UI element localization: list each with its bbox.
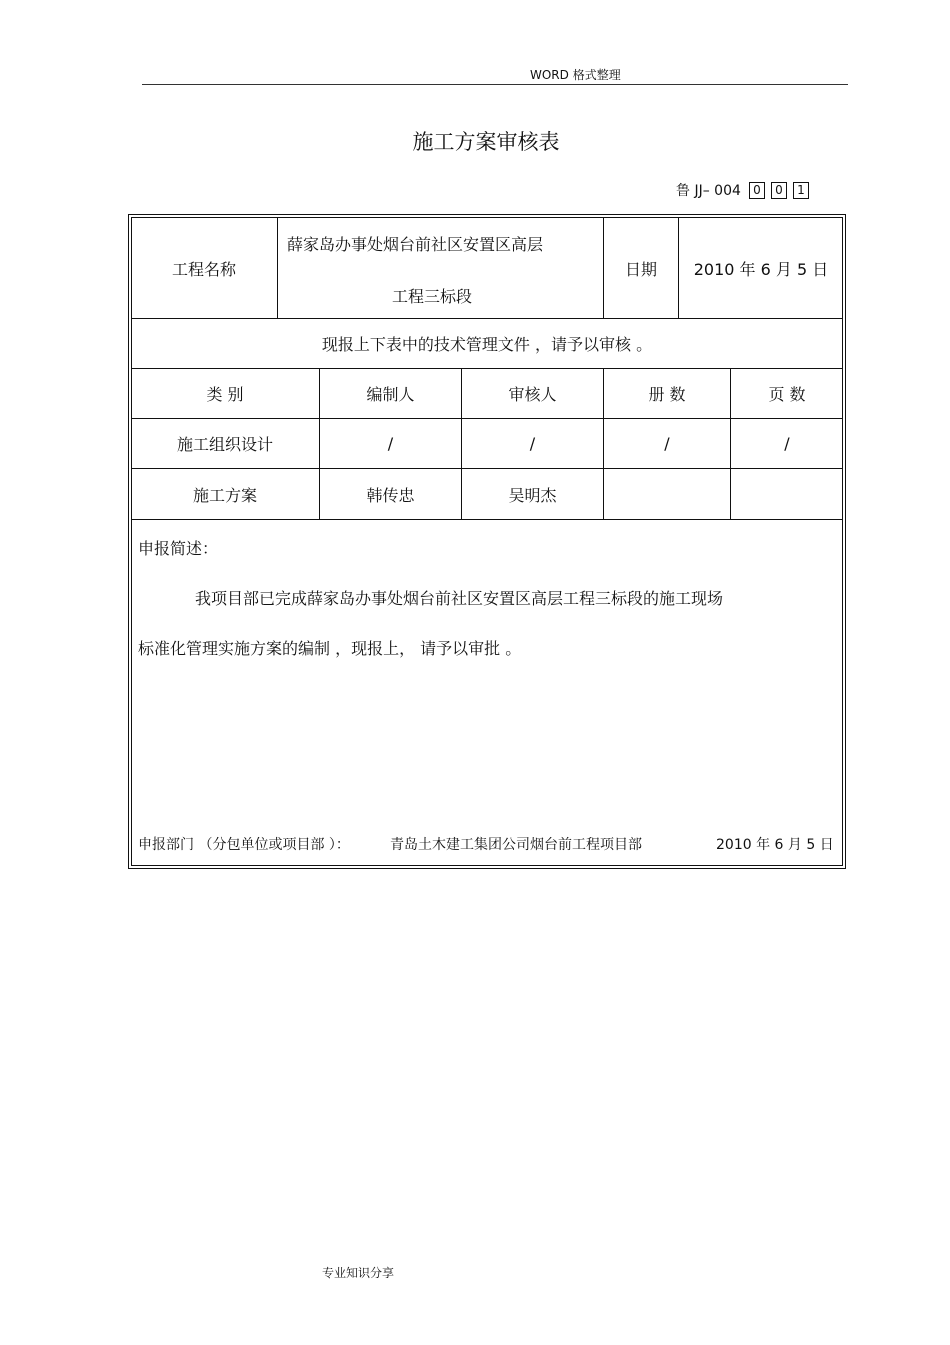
table-cell-volumes: / — [664, 434, 670, 453]
row-divider — [131, 519, 843, 520]
department-name: 青岛土木建工集团公司烟台前工程项目部 — [390, 837, 642, 853]
table-cell-volumes — [604, 469, 730, 519]
col-divider — [277, 217, 278, 318]
table-cell-author: 韩传忠 — [366, 485, 415, 505]
page-title: 施工方案审核表 — [412, 130, 560, 154]
form-code-digit-1: 0 — [749, 182, 765, 199]
date-label: 日期 — [624, 259, 657, 279]
project-name-line1: 薛家岛办事处烟台前社区安置区高层 — [287, 235, 544, 254]
table-cell-category: 施工方案 — [192, 485, 257, 505]
table-cell-pages: / — [784, 434, 790, 453]
col-header-volumes: 册 数 — [648, 385, 686, 404]
table-cell-reviewer: / — [529, 434, 536, 453]
table-cell-pages — [731, 469, 843, 519]
project-name-line2: 工程三标段 — [392, 287, 473, 306]
date-value: 2010 年 6 月 5 日 — [693, 259, 829, 279]
page-footer-text: 专业知识分享 — [322, 1266, 395, 1280]
table-cell-category: 施工组织设计 — [176, 435, 273, 454]
table-cell-author: / — [387, 434, 394, 453]
form-code-digit-3: 1 — [793, 182, 809, 199]
department-label: 申报部门 （分包单位或项目部 ）： — [138, 837, 350, 853]
form-code-prefix: 鲁 JJ– 004 — [676, 183, 741, 199]
col-header-pages: 页 数 — [768, 385, 806, 404]
col-header-reviewer: 审核人 — [508, 385, 557, 404]
summary-label: 申报简述： — [138, 539, 219, 558]
summary-line2: 标准化管理实施方案的编制 ，现报上， 请予以审批 。 — [138, 639, 522, 658]
header-rule — [142, 84, 848, 85]
project-name-label: 工程名称 — [171, 259, 236, 279]
request-text: 现报上下表中的技术管理文件 ，请予以审核 。 — [321, 335, 653, 354]
page-header-text: WORD 格式整理 — [530, 68, 621, 82]
col-header-author: 编制人 — [366, 385, 415, 404]
col-header-category: 类 别 — [206, 385, 244, 404]
summary-line1: 我项目部已完成薛家岛办事处烟台前社区安置区高层工程三标段的施工现场 — [195, 589, 724, 608]
table-cell-reviewer: 吴明杰 — [508, 485, 557, 505]
form-code — [676, 180, 809, 200]
form-code-digit-2: 0 — [771, 182, 787, 199]
department-date: 2010 年 6 月 5 日 — [716, 837, 834, 853]
